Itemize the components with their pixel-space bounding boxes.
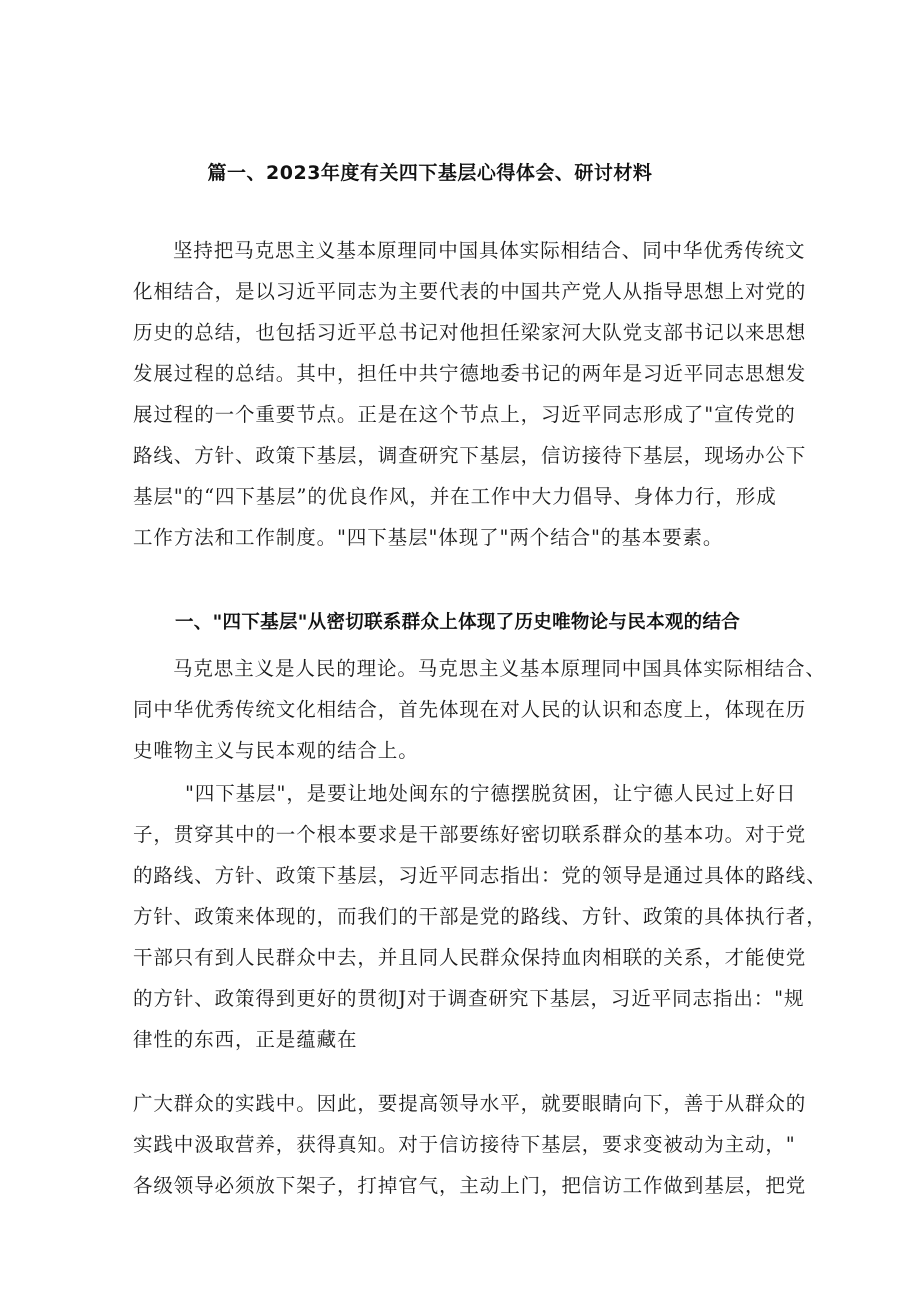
text-line: 干部只有到人民群众中去，并且同人民群众保持血肉相联的关系，才能使党 <box>133 946 807 969</box>
text-line: 展过程的一个重要节点。正是在这个节点上，习近平同志形成了"宣传党的 <box>133 403 796 426</box>
text-line: 子，贯穿其中的一个根本要求是干部要练好密切联系群众的基本功。对于党 <box>133 823 807 846</box>
text-line: 发展过程的总结。其中，担任中共宁德地委书记的两年是习近平同志思想发 <box>133 362 807 385</box>
text-line: 路线、方针、政策下基层，调查研究下基层，信访接待下基层，现场办公下 <box>133 444 807 467</box>
text-line: 的方针、政策得到更好的贯彻J对于调查研究下基层，习近平同志指出："规 <box>133 987 805 1010</box>
text-line: 马克思主义是人民的理论。马克思主义基本原理同中国具体实际相结合、 <box>173 657 826 680</box>
section-heading: 一、"四下基层"从密切联系群众上体现了历史唯物论与民本观的结合 <box>175 612 741 633</box>
text-line: 律性的东西，正是蕴藏在 <box>133 1028 358 1051</box>
text-line: 广大群众的实践中。因此，要提高领导水平，就要眼睛向下，善于从群众的 <box>133 1092 807 1115</box>
text-line: 坚持把马克思主义基本原理同中国具体实际相结合、同中华优秀传统文 <box>173 239 806 262</box>
text-line: 各级领导必须放下架子，打掉官气，主动上门，把信访工作做到基层，把党 <box>133 1174 807 1197</box>
text-line: 方针、政策来体现的，而我们的干部是党的路线、方针、政策的具体执行者， <box>133 905 827 928</box>
text-line: 实践中汲取营养，获得真知。对于信访接待下基层，要求变被动为主动，" <box>133 1133 796 1156</box>
text-line: 基层"的“四下基层”的优良作风，并在工作中大力倡导、身体力行，形成 <box>133 485 777 508</box>
document-title: 篇一、2023年度有关四下基层心得体会、研讨材料 <box>207 162 653 184</box>
text-line: 化相结合，是以习近平同志为主要代表的中国共产党人从指导思想上对党的 <box>133 280 807 303</box>
text-line: "四下基层"，是要让地处闽东的宁德摆脱贫困，让宁德人民过上好日 <box>185 782 797 805</box>
text-line: 同中华优秀传统文化相结合，首先体现在对人民的认识和态度上，体现在历 <box>133 698 807 721</box>
text-line: 史唯物主义与民本观的结合上。 <box>133 739 419 762</box>
text-line: 历史的总结，也包括习近平总书记对他担任梁家河大队党支部书记以来思想 <box>133 321 807 344</box>
text-line: 工作方法和工作制度。"四下基层"体现了"两个结合"的基本要素。 <box>133 526 724 549</box>
text-line: 的路线、方针、政策下基层，习近平同志指出：党的领导是通过具体的路线、 <box>133 864 827 887</box>
